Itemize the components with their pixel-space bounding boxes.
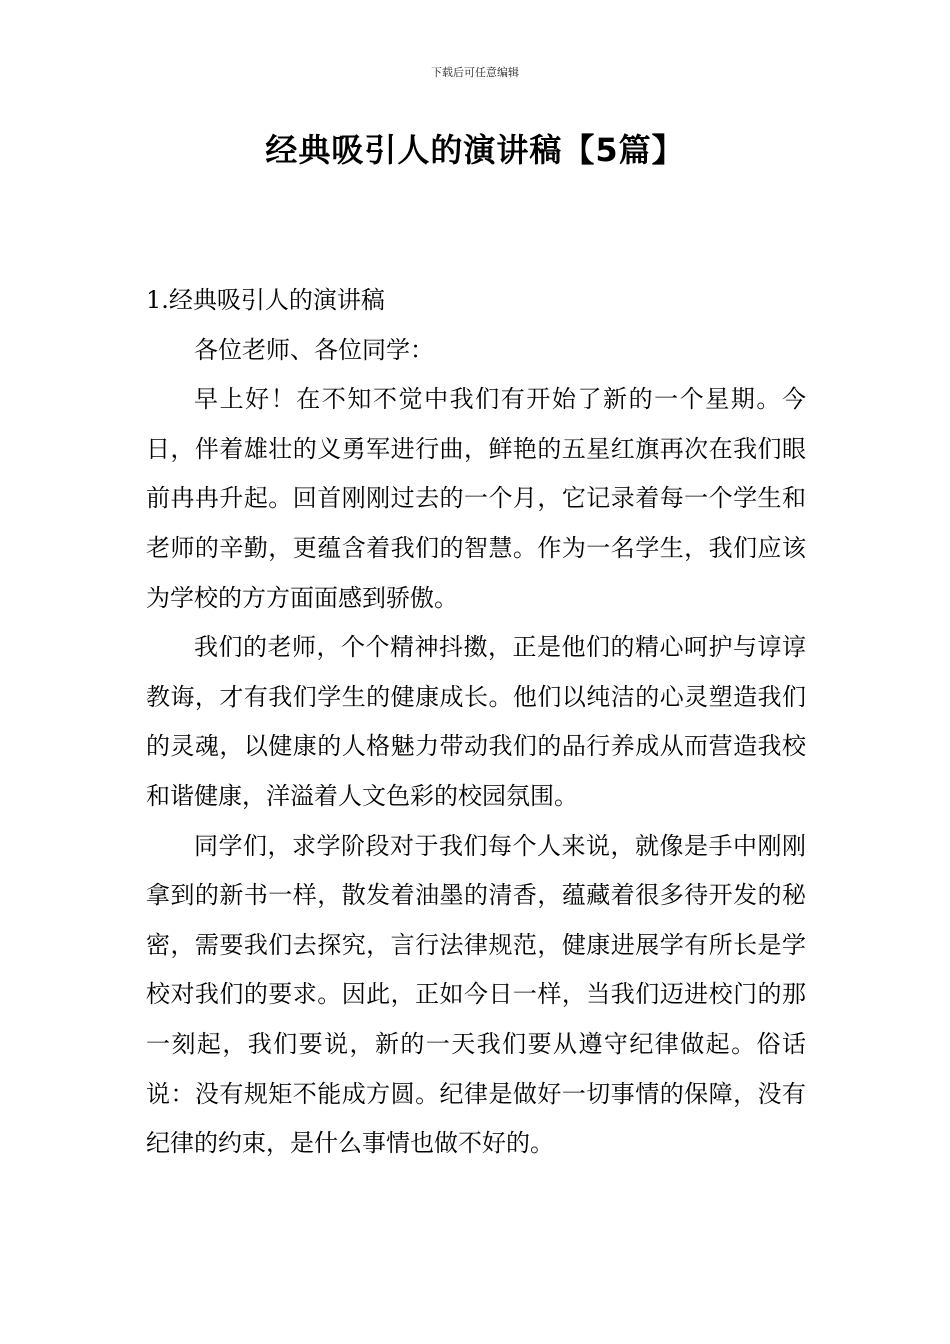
header-note: 下载后可任意编辑 — [431, 66, 519, 79]
paragraph: 早上好！在不知不觉中我们有开始了新的一个星期。今日，伴着雄壮的义勇军进行曲，鲜艳的五星红旗再次在我们眼前冉冉升起。回首刚刚过去的一个月，它记录着每一个学生和老师的辛勤，更蕴含着我们的智慧。作为一名学生，我们应该为学校的方方面面感到骄傲。 — [146, 385, 806, 612]
section-heading: 1.经典吸引人的演讲稿 — [146, 286, 385, 314]
document-body — [146, 276, 806, 1169]
paragraph: 我们的老师，个个精神抖擞，正是他们的精心呵护与谆谆教诲，才有我们学生的健康成长。他们以纯洁的心灵塑造我们的灵魂，以健康的人格魅力带动我们的品行养成从而营造我校和谐健康，洋溢着人文色彩的校园氛围。 — [146, 633, 806, 810]
paragraph: 同学们，求学阶段对于我们每个人来说，就像是手中刚刚拿到的新书一样，散发着油墨的清香，蕴藏着很多待开发的秘密，需要我们去探究，言行法律规范，健康进展学有所长是学校对我们的要求。因此，正如今日一样，当我们迈进校门的那一刻起，我们要说，新的一天我们要从遵守纪律做起。俗话说：没有规矩不能成方圆。纪律是做好一切事情的保障，没有纪律的约束，是什么事情也做不好的。 — [146, 831, 806, 1158]
paragraph-greeting: 各位老师、各位同学： — [194, 335, 434, 364]
document-title: 经典吸引人的演讲稿【5篇】 — [265, 131, 685, 169]
